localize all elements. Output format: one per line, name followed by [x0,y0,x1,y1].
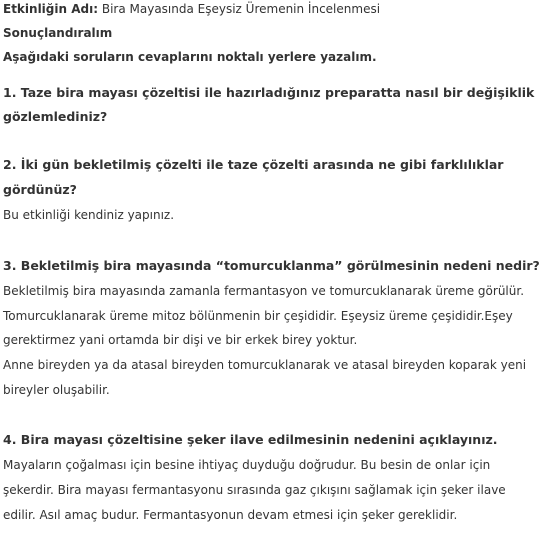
answer-4-line-3: edilir. Asıl amaç budur. Fermantasyonun devam etmesi için şeker gereklidir. [3,508,458,522]
answer-3-line-3: gerektirmez yani ortamda bir dişi ve bir erkek birey yoktur. [3,333,358,347]
section-title: Sonuçlandıralım [3,26,113,40]
question-3-line-1: 3. Bekletilmiş bira mayasında “tomurcuklanma” görülmesinin nedeni nedir? [3,258,540,273]
question-1-line-1: 1. Taze bira mayası çözeltisi ile hazırladığınız preparatta nasıl bir değişiklik [3,85,535,100]
activity-title [3,1,380,17]
answer-3-line-1: Bekletilmiş bira mayasında zamanla fermantasyon ve tomurcuklanarak üreme görülür. [3,284,525,298]
question-1-line-2: gözlemlediniz? [3,109,108,124]
question-4-line-1: 4. Bira mayası çözeltisine şeker ilave edilmesinin nedenini açıklayınız. [3,432,498,447]
answer-3-line-4: Anne bireyden ya da atasal bireyden tomurcuklanarak ve atasal bireyden koparak yeni [3,358,527,372]
question-2-line-2: gördünüz? [3,182,77,197]
instruction-text: Aşağıdaki soruların cevaplarını noktalı yerlere yazalım. [3,50,377,64]
answer-4-line-2: şekerdir. Bira mayası fermantasyonu sırasında gaz çıkışını sağlamak için şeker ilave [3,483,506,497]
answer-3-line-5: bireyler oluşabilir. [3,383,110,397]
answer-4-line-1: Mayaların çoğalması için besine ihtiyaç duyduğu doğrudur. Bu besin de onlar için [3,458,491,472]
answer-2-line-1: Bu etkinliği kendiniz yapınız. [3,208,175,222]
activity-name: Bira Mayasında Eşeysiz Üremenin İncelenmesi [101,2,381,16]
answer-3-line-2: Tomurcuklanarak üreme mitoz bölünmenin bir çeşididir. Eşeysiz üreme çeşididir.Eşey [3,309,513,323]
activity-label: Etkinliğin Adı: [3,2,99,16]
question-2-line-1: 2. İki gün bekletilmiş çözelti ile taze çözelti arasında ne gibi farklılıklar [3,157,504,172]
